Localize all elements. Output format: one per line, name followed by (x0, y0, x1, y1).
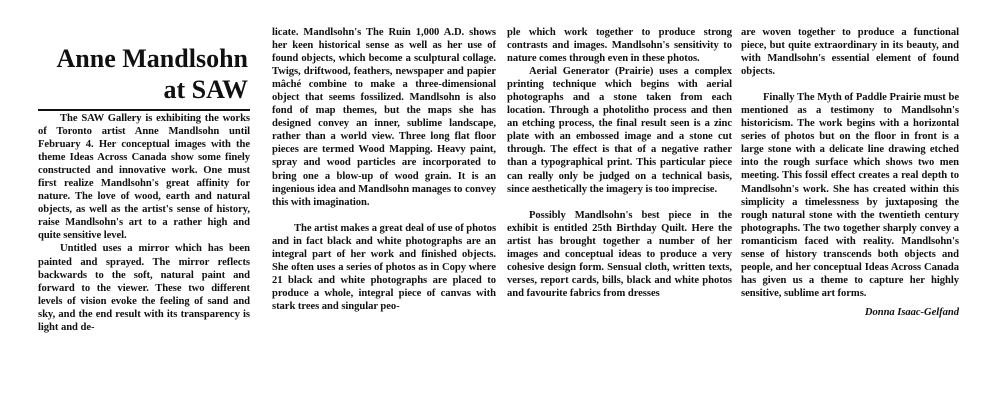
paragraph-photos: The artist makes a great deal of use of photos and in fact black and white photographs are an integral part of her work and finished objects. She often uses a series of photos as in Copy where 21 black and white photographs are placed to produce a whole, integral piece of canvas with stark trees and singular peo- (272, 222, 497, 312)
paragraph-intro: The SAW Gallery is exhibiting the works of Toronto artist Anne Mandlsohn until February 4. Her conceptual images with the theme Ideas Across Canada show some finely constructed and innovative work. One must first realize Mandlsohn's great affinity for nature. The love of wood, earth and natural objects, as well as the artist's sense of history, raise Mandlsohn's art to a rather high and quite sensitive level. (38, 113, 250, 242)
headline-line-2: at SAW (163, 75, 248, 104)
paragraph-photos-continued: ple which work together to produce strong contrasts and images. Mandlsohn's sensitivity to nature comes through even in these photos. (507, 27, 732, 65)
article-headline (40, 43, 248, 105)
paragraph-paddle-prairie: Finally The Myth of Paddle Prairie must be mentioned as a testimony to Mandlsohn's historicism. The work begins with a horizontal series of photos but on the floor in front is a large stone with a delicate line drawing etched into the rough surface which shows two men meeting. This fossil effect creates a real depth to Mandlsohn's work. She has created within this simplicity a timelessness by juxtaposing the rough natural stone with the twentieth century photographs. The two together sharply convey a romanticism faced with reality. Mandlsohn's sense of history transcends both objects and people, and her conceptual Ideas Across Canada has given us a theme to capture her highly sensitive, sublime art forms. (741, 92, 959, 299)
column-4 (741, 26, 959, 319)
headline-line-1: Anne Mandlsohn (56, 44, 248, 73)
column-2 (272, 26, 496, 313)
column-3 (507, 26, 732, 300)
author-byline: Donna Isaac-Gelfand (864, 306, 959, 318)
paragraph-quilt-continued: are woven together to produce a functional piece, but quite extraordinary in its beauty, and with Mandlsohn's essential element of found objects. (741, 27, 959, 78)
paragraph-birthday-quilt: Possibly Mandlsohn's best piece in the exhibit is entitled 25th Birthday Quilt. Here the artist has brought together a number of her images and conceptual ideas to produce a very cohesive design form. Sensual cloth, written texts, verses, report cards, bills, black and white photos and favourite fabrics from dresses (507, 209, 732, 299)
headline-rule (38, 109, 250, 111)
paragraph-aerial-generator: Aerial Generator (Prairie) uses a complex printing technique which begins with aerial photographs and a stone taken from each location. Through a photolitho process and then an etching process, the final result seen is a zinc plate with an embossed image and a stone cut through. The effect is that of a negative rather than a typographical print. This particular piece can really only be judged on a technical basis, since aesthetically the imagery is too imprecise. (507, 66, 732, 195)
column-1 (38, 112, 250, 334)
paragraph-untitled: Untitled uses a mirror which has been painted and sprayed. The mirror reflects backwards to the soft, natural paint and forward to the viewer. These two different levels of vision evoke the feeling of sand and sky, and the end result with its transparency is light and de- (38, 243, 250, 333)
paragraph-ruin: licate. Mandlsohn's The Ruin 1,000 A.D. shows her keen historical sense as well as her use of found objects, which become a sculptural collage. Twigs, driftwood, feathers, newspaper and papier mâché combine to make a three-dimensional object that seems fossilized. Mandlsohn is also fond of map themes, but the maps she has designed convey an inner, sublime landscape, rather than a world view. Three long flat floor pieces are termed Wood Mapping. Heavy paint, spray and wood particles are incorporated to bring one a blow-up of wood grain. It is an ingenious idea and Mandlsohn manages to convey this with imagination. (272, 27, 496, 208)
